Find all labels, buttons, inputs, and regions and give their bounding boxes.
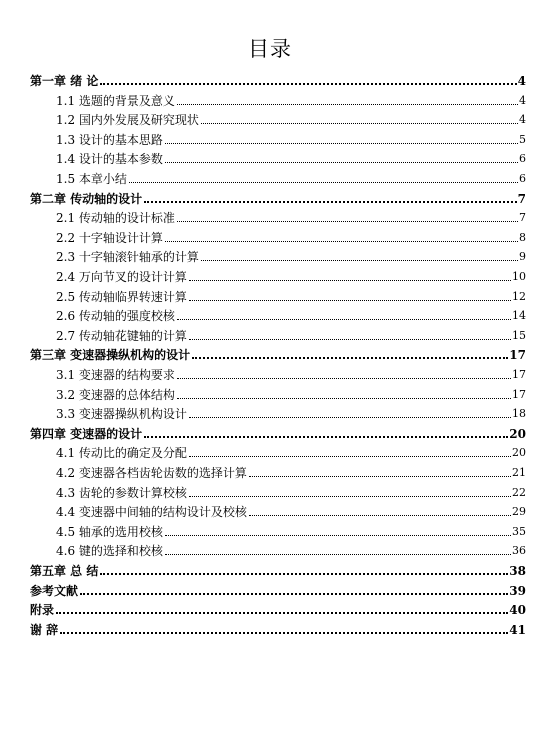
dot-leader [60, 632, 508, 634]
toc-entry-label: 第二章 传动轴的设计 [30, 191, 143, 206]
dot-leader [189, 456, 511, 457]
toc-entry-label: 1.4 设计的基本参数 [56, 152, 163, 167]
dot-leader [189, 417, 511, 418]
dot-leader [144, 436, 508, 438]
dot-leader [177, 104, 518, 105]
toc-section-entry[interactable] [56, 266, 526, 285]
toc-page-number: 20 [509, 426, 526, 441]
toc-entry-label: 4.3 齿轮的参数计算校核 [56, 485, 187, 500]
toc-page-number: 6 [519, 152, 526, 166]
toc-section-entry[interactable] [56, 442, 526, 461]
toc-section-entry[interactable] [56, 325, 526, 344]
toc-section-entry[interactable] [56, 286, 526, 305]
toc-page-number: 18 [512, 407, 526, 421]
toc-section-entry[interactable] [56, 501, 526, 520]
toc-entry-label: 1.3 设计的基本思路 [56, 132, 163, 147]
dot-leader [80, 593, 508, 595]
dot-leader [56, 612, 508, 614]
toc-entry-label: 3.2 变速器的总体结构 [56, 387, 175, 402]
toc-section-entry[interactable] [56, 109, 526, 128]
toc-chapter-entry[interactable] [30, 599, 526, 618]
toc-entry-label: 第五章 总 结 [30, 564, 99, 578]
toc-page-number: 36 [512, 544, 526, 558]
toc-entry-label: 第三章 变速器操纵机构的设计 [30, 348, 191, 363]
toc-section-entry[interactable] [56, 482, 526, 501]
dot-leader [177, 378, 511, 379]
toc-page-number: 7 [519, 211, 526, 225]
toc-page-number: 7 [517, 191, 526, 206]
toc-entry-label: 2.7 传动轴花键轴的计算 [56, 328, 187, 343]
toc-page-number: 5 [519, 132, 526, 146]
toc-page-number: 12 [512, 289, 526, 303]
toc-entry-label: 第四章 变速器的设计 [30, 426, 143, 441]
dot-leader [189, 300, 511, 301]
toc-entry-label: 1.5 本章小结 [56, 172, 127, 186]
toc-page-number: 4 [517, 74, 526, 88]
dot-leader [100, 83, 516, 85]
toc-entry-label: 2.1 传动轴的设计标准 [56, 211, 175, 226]
toc-entry-label: 4.2 变速器各档齿轮齿数的选择计算 [56, 466, 247, 480]
toc-page-number: 17 [512, 387, 526, 401]
dot-leader [189, 339, 511, 340]
dot-leader [177, 319, 511, 320]
toc-page-number: 10 [512, 270, 526, 283]
dot-leader [100, 573, 508, 575]
toc-entry-label: 2.4 万向节叉的设计计算 [56, 270, 187, 284]
dot-leader [165, 143, 518, 144]
toc-chapter-entry[interactable] [30, 70, 526, 89]
toc-section-entry[interactable] [56, 207, 526, 226]
page-title: 目录 [248, 37, 292, 61]
toc-entry-label: 第一章 绪 论 [30, 74, 99, 88]
toc-entry-label: 2.5 传动轴临界转速计算 [56, 289, 187, 304]
dot-leader [189, 280, 511, 281]
toc-page-number: 8 [519, 230, 526, 244]
toc-entry-label: 2.3 十字轴滚针轴承的计算 [56, 250, 199, 265]
toc-page-number: 14 [512, 309, 526, 323]
dot-leader [165, 535, 511, 536]
toc-section-entry[interactable] [56, 403, 526, 422]
dot-leader [144, 201, 516, 203]
toc-page-number: 4 [519, 113, 526, 127]
toc-section-entry[interactable] [56, 148, 526, 167]
toc-page-number: 4 [519, 93, 526, 107]
dot-leader [249, 476, 511, 477]
toc-page-number: 38 [509, 564, 526, 578]
dot-leader [249, 515, 511, 516]
toc-entry-label: 4.5 轴承的选用校核 [56, 524, 163, 539]
toc-entry-label: 4.1 传动比的确定及分配 [56, 446, 187, 461]
toc-entry-label: 3.1 变速器的结构要求 [56, 368, 175, 382]
toc-entry-label: 2.6 传动轴的强度校核 [56, 309, 175, 324]
toc-entry-label: 参考文献 [30, 583, 79, 598]
toc-entry-label: 3.3 变速器操纵机构设计 [56, 407, 187, 422]
toc-section-entry[interactable] [56, 540, 526, 559]
toc-chapter-entry[interactable] [30, 188, 526, 207]
toc-page-number: 17 [512, 368, 526, 381]
toc-section-entry[interactable] [56, 227, 526, 246]
toc-section-entry[interactable] [56, 90, 526, 109]
toc-section-entry[interactable] [56, 521, 526, 540]
toc-page-number: 21 [512, 466, 526, 479]
toc-page-number: 17 [509, 348, 526, 363]
toc-page-number: 20 [512, 446, 526, 460]
toc-section-entry[interactable] [56, 462, 526, 481]
toc-entry-label: 2.2 十字轴设计计算 [56, 230, 163, 245]
toc-page-number: 15 [512, 328, 526, 342]
dot-leader [165, 241, 518, 242]
toc-page-number: 22 [512, 485, 526, 499]
toc-section-entry[interactable] [56, 246, 526, 265]
toc-page-number: 41 [509, 622, 526, 637]
dot-leader [201, 260, 518, 261]
toc-chapter-entry[interactable] [30, 344, 526, 363]
toc-entry-label: 谢 辞 [30, 622, 59, 637]
toc-page-number: 6 [519, 172, 526, 185]
dot-leader [192, 357, 508, 359]
toc-chapter-entry[interactable] [30, 580, 526, 599]
toc-page-number: 35 [512, 524, 526, 538]
toc-section-entry[interactable] [56, 384, 526, 403]
toc-section-entry[interactable] [56, 305, 526, 324]
dot-leader [177, 221, 518, 222]
toc-page-number: 39 [509, 583, 526, 598]
toc-entry-label: 1.2 国内外发展及研究现状 [56, 113, 199, 128]
dot-leader [165, 162, 518, 163]
toc-page-number: 9 [519, 250, 526, 264]
dot-leader [189, 496, 511, 497]
toc-chapter-entry[interactable] [30, 619, 526, 638]
toc-entry-label: 1.1 选题的背景及意义 [56, 93, 175, 108]
toc-chapter-entry[interactable] [30, 560, 526, 579]
toc-entry-label: 附录 [30, 603, 55, 618]
toc-entry-label: 4.6 键的选择和校核 [56, 544, 163, 559]
toc-page-number: 29 [512, 505, 526, 519]
dot-leader [165, 554, 511, 555]
dot-leader [177, 398, 511, 399]
toc-section-entry[interactable] [56, 168, 526, 187]
toc-section-entry[interactable] [56, 129, 526, 148]
dot-leader [201, 123, 518, 124]
toc-page-number: 40 [509, 603, 526, 618]
toc-section-entry[interactable] [56, 364, 526, 383]
toc-entry-label: 4.4 变速器中间轴的结构设计及校核 [56, 505, 247, 520]
dot-leader [129, 182, 518, 183]
toc-chapter-entry[interactable] [30, 423, 526, 442]
